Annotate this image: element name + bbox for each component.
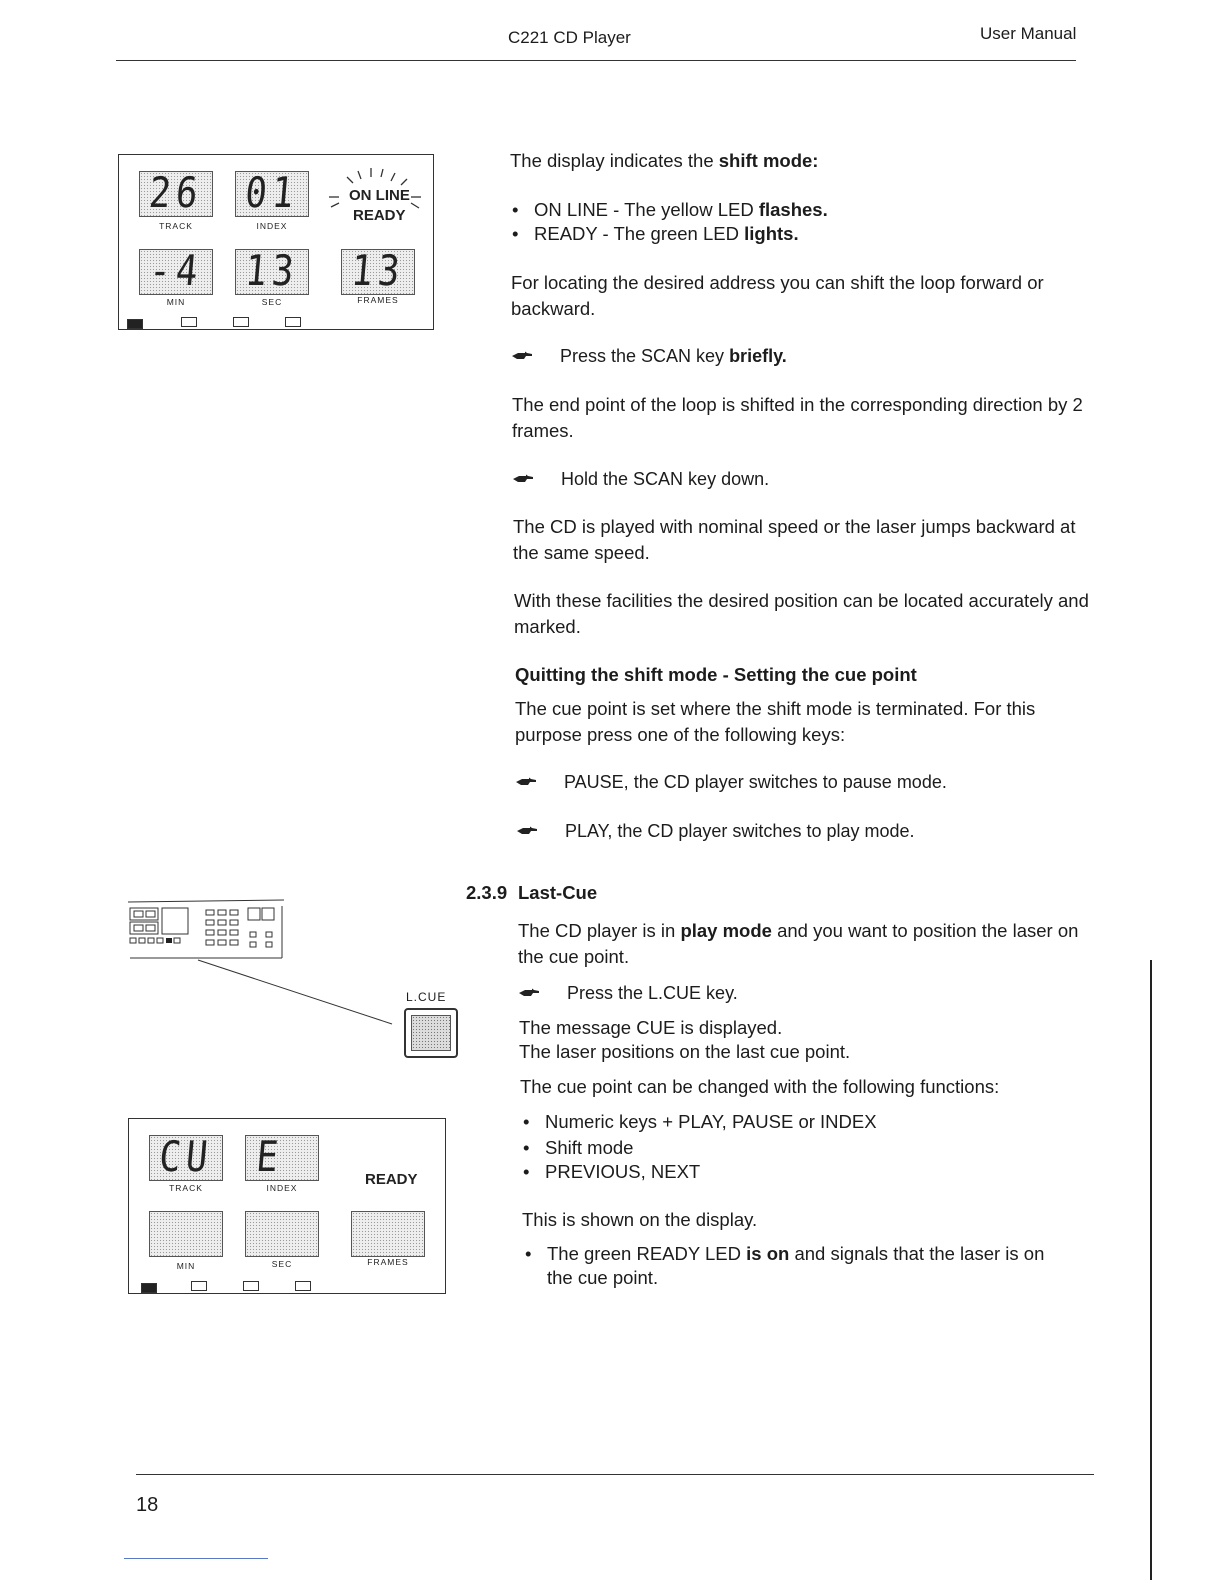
led-indicator bbox=[181, 317, 197, 327]
frames-label: FRAMES bbox=[357, 295, 399, 305]
bold-run: play mode bbox=[680, 920, 772, 941]
paragraph: The cue point can be changed with the following functions: bbox=[520, 1076, 1000, 1097]
led-indicator bbox=[285, 317, 301, 327]
header-right: User Manual bbox=[980, 24, 1077, 43]
bullet-item: • PREVIOUS, NEXT bbox=[521, 1160, 1061, 1184]
text-run: The display indicates the bbox=[510, 150, 719, 171]
page-number: 18 bbox=[136, 1494, 159, 1516]
led-indicator bbox=[243, 1281, 259, 1291]
status-ready: READY bbox=[365, 1171, 418, 1188]
bold-run: is on bbox=[746, 1243, 790, 1264]
pointing-hand-icon bbox=[519, 988, 539, 998]
text-run: The green READY LED bbox=[547, 1243, 747, 1264]
frames-digits: 13 bbox=[349, 246, 407, 295]
front-panel-schematic bbox=[126, 898, 286, 962]
pointing-hand-icon bbox=[512, 351, 532, 361]
section-number: 2.3.9 bbox=[466, 882, 508, 903]
led-indicator bbox=[127, 319, 143, 329]
pointing-hand-icon bbox=[516, 777, 536, 787]
sec-digits: 13 bbox=[243, 246, 301, 295]
bullet-item: • Shift mode bbox=[521, 1136, 1061, 1160]
page-edge-line bbox=[1150, 960, 1152, 1580]
bold-run: flashes. bbox=[758, 199, 828, 220]
min-label: MIN bbox=[166, 297, 186, 307]
paragraph-line: The message CUE is displayed. bbox=[519, 1017, 783, 1038]
min-label: MIN bbox=[176, 1261, 196, 1271]
callout-line bbox=[196, 958, 402, 1028]
bold-run: lights. bbox=[744, 223, 799, 244]
text-run: PLAY, the CD player switches to play mode. bbox=[565, 821, 915, 841]
status-online: ON LINE bbox=[349, 187, 410, 204]
paragraph bbox=[518, 918, 1083, 970]
lcue-key bbox=[404, 1008, 458, 1058]
text-run: The CD player is in bbox=[518, 920, 681, 941]
paragraph: The cue point is set where the shift mode is terminated. For this purpose press one of the following keys: bbox=[515, 698, 1036, 745]
index-label: INDEX bbox=[266, 1183, 298, 1193]
led-indicator bbox=[233, 317, 249, 327]
sec-label: SEC bbox=[261, 297, 283, 307]
paragraph-line: The laser positions on the last cue point. bbox=[519, 1041, 851, 1062]
pointing-hand-icon bbox=[513, 474, 533, 484]
led-indicator bbox=[141, 1283, 157, 1293]
lcue-key-face bbox=[411, 1015, 451, 1051]
bullet-item bbox=[523, 1242, 1073, 1290]
paragraph: For locating the desired address you can shift the loop forward or backward. bbox=[511, 272, 1044, 319]
paragraph: With these facilities the desired position can be located accurately and marked. bbox=[514, 590, 1089, 637]
footer-rule bbox=[136, 1474, 1094, 1475]
bullet-item bbox=[510, 198, 1070, 222]
text-run: Press the L.CUE key. bbox=[567, 983, 738, 1003]
min-segment bbox=[149, 1211, 223, 1257]
text-run: and you want to position the laser on the cue point. bbox=[518, 920, 1079, 967]
frames-label: FRAMES bbox=[367, 1257, 409, 1267]
track-segment bbox=[149, 1132, 223, 1181]
header-rule bbox=[116, 60, 1076, 61]
sec-label: SEC bbox=[271, 1259, 293, 1269]
track-label: TRACK bbox=[159, 221, 193, 231]
section-title: Last-Cue bbox=[518, 882, 598, 903]
display-panel-shift-mode bbox=[118, 154, 434, 330]
paragraph bbox=[510, 148, 1090, 174]
pointing-hand-icon bbox=[517, 826, 537, 836]
frames-segment bbox=[351, 1211, 425, 1257]
header-title: C221 CD Player bbox=[508, 28, 631, 47]
index-digits: E bbox=[254, 1132, 286, 1181]
track-segment bbox=[139, 168, 213, 217]
lcue-label: L.CUE bbox=[406, 990, 447, 1004]
track-label: TRACK bbox=[169, 1183, 203, 1193]
frames-segment bbox=[341, 246, 415, 295]
footer-line bbox=[124, 1558, 268, 1559]
track-digits: CU bbox=[157, 1132, 215, 1181]
status-ready: READY bbox=[353, 207, 406, 224]
led-indicator bbox=[191, 1281, 207, 1291]
track-digits: 26 bbox=[147, 168, 205, 217]
index-segment bbox=[235, 168, 309, 217]
instruction-step bbox=[519, 981, 1079, 1005]
text-run: and signals that the laser is on the cue point. bbox=[547, 1243, 1045, 1288]
instruction-step bbox=[517, 819, 1077, 843]
bullet-item bbox=[510, 222, 1070, 246]
index-label: INDEX bbox=[256, 221, 288, 231]
subheading: Quitting the shift mode - Setting the cue point bbox=[515, 664, 917, 685]
min-segment bbox=[139, 246, 213, 295]
bold-run: briefly. bbox=[729, 346, 787, 366]
sec-segment bbox=[245, 1211, 319, 1257]
instruction-step bbox=[513, 467, 1073, 491]
text-run: Press the SCAN key bbox=[560, 346, 730, 366]
display-panel-cue bbox=[128, 1118, 446, 1294]
text-run: ON LINE - The yellow LED bbox=[534, 199, 759, 220]
paragraph: This is shown on the display. bbox=[522, 1209, 758, 1230]
sec-segment bbox=[235, 246, 309, 295]
paragraph: The CD is played with nominal speed or the laser jumps backward at the same speed. bbox=[513, 516, 1076, 563]
led-indicator bbox=[295, 1281, 311, 1291]
index-segment bbox=[245, 1132, 319, 1181]
min-digits: -4 bbox=[147, 246, 205, 295]
text-run: READY - The green LED bbox=[534, 223, 745, 244]
text-run: PAUSE, the CD player switches to pause mode. bbox=[564, 772, 947, 792]
bold-run: shift mode: bbox=[718, 150, 819, 171]
bullet-item: • Numeric keys + PLAY, PAUSE or INDEX bbox=[521, 1110, 1061, 1134]
paragraph: The end point of the loop is shifted in the corresponding direction by 2 frames. bbox=[512, 394, 1083, 441]
instruction-step bbox=[516, 770, 1076, 794]
index-digits: 01 bbox=[243, 168, 301, 217]
instruction-step bbox=[512, 344, 1072, 368]
text-run: Hold the SCAN key down. bbox=[561, 469, 770, 489]
